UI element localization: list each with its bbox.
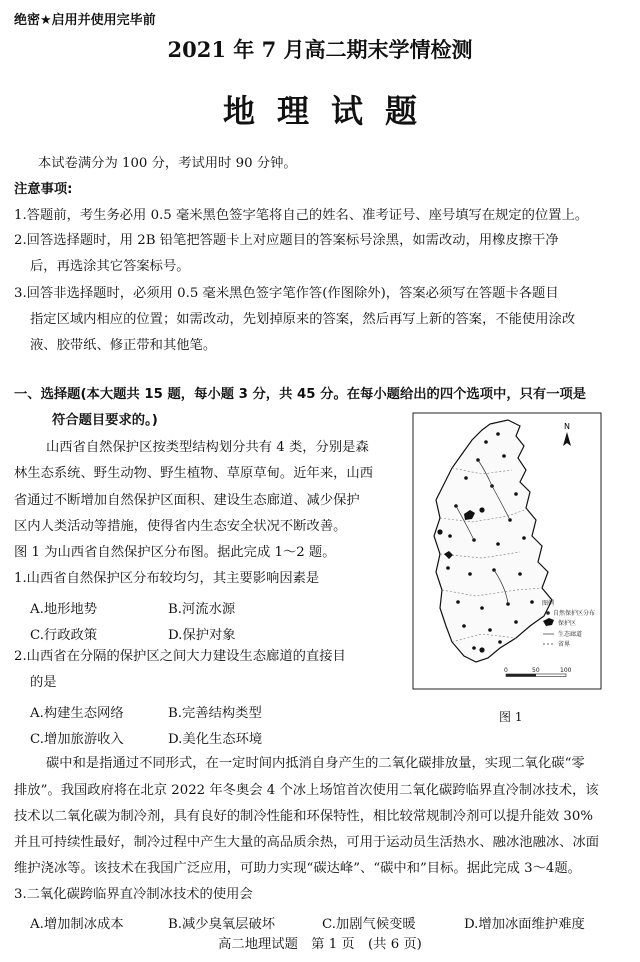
legend-title: 图例	[542, 600, 555, 607]
passage2-line: 碳中和是指通过不同形式，在一定时间内抵消自身产生的二氧化碳排放量，实现二氧化碳“零	[46, 756, 585, 771]
q2-option-b: B.完善结构类型	[168, 706, 262, 721]
question-2-stem-cont: 的是	[30, 675, 57, 690]
page-footer: 高二地理试题 第 1 页 (共 6 页)	[218, 937, 422, 952]
map-legend	[542, 599, 595, 648]
q1-option-b: B.河流水源	[168, 602, 236, 617]
exam-title: 2021 年 7 月高二期末学情检测	[167, 37, 473, 62]
scale-label: 50	[532, 667, 540, 674]
note-item: 指定区域内相应的位置；如需改动，先划掉原来的答案，然后再写上新的答案，不能使用涂改	[30, 312, 576, 327]
legend-item: 自然保护区分布	[553, 610, 596, 617]
q1-option-c: C.行政政策	[30, 628, 98, 643]
note-item: 3.回答非选择题时，必须用 0.5 毫米黑色签字笔作答(作图除外)，答案必须写在答题卡各题目	[14, 286, 559, 301]
q3-option-b: B.减少臭氧层破坏	[168, 917, 276, 932]
q1-option-a: A.地形地势	[30, 602, 98, 617]
question-2-stem: 2.山西省在分隔的保护区之间大力建设生态廊道的直接目	[14, 649, 346, 664]
intro-text: 本试卷满分为 100 分，考试用时 90 分钟。	[38, 156, 297, 171]
note-item: 2.回答选择题时，用 2B 铅笔把答题卡上对应题目的答案标号涂黑，如需改动，用橡皮擦干净	[14, 233, 559, 248]
note-item: 1.答题前，考生务必用 0.5 毫米黑色签字笔将自己的姓名、准考证号、座号填写在规定的位置上。	[14, 208, 589, 223]
shanxi-reserve-map	[412, 412, 602, 690]
figure-caption: 图 1	[499, 710, 523, 724]
confidential-label: 绝密★启用并使用完毕前	[14, 13, 156, 28]
section-heading-cont: 符合题目要求的。)	[52, 413, 158, 428]
q3-option-a: A.增加制冰成本	[30, 917, 124, 932]
passage-line: 图 1 为山西省自然保护区分布图。据此完成 1～2 题。	[14, 545, 336, 560]
section-heading: 一、选择题(本大题共 15 题，每小题 3 分，共 45 分。在每小题给出的四个选项中，只有一项是	[14, 387, 587, 402]
passage-line: 区内人类活动等措施，使得省内生态安全状况不断改善。	[14, 519, 347, 534]
question-1-stem: 1.山西省自然保护区分布较均匀，其主要影响因素是	[14, 571, 320, 586]
q1-option-d: D.保护对象	[168, 628, 236, 643]
note-item: 液、胶带纸、修正带和其他笔。	[30, 338, 217, 353]
passage-line: 林生态系统、野生动物、野生植物、草原草甸。近年来，山西	[14, 466, 374, 481]
q3-option-c: C.加剧气候变暖	[322, 917, 416, 932]
question-3-stem: 3.二氧化碳跨临界直冷制冰技术的使用会	[14, 887, 253, 902]
passage-line: 山西省自然保护区按类型结构划分共有 4 类，分别是森	[46, 440, 369, 455]
q2-option-c: C.增加旅游收入	[30, 732, 124, 747]
scale-label: 0	[504, 667, 508, 674]
notes-heading: 注意事项:	[14, 182, 73, 197]
north-label: N	[564, 422, 570, 431]
q2-option-d: D.美化生态环境	[168, 732, 263, 747]
passage-line: 省通过不断增加自然保护区面积、建设生态廊道、减少保护	[14, 493, 360, 508]
scale-bar	[504, 667, 572, 677]
legend-item: 省界	[558, 641, 571, 648]
scale-label: 100	[560, 667, 572, 674]
q3-option-d: D.增加冰面维护难度	[464, 917, 585, 932]
passage2-line: 技术以二氧化碳为制冷剂，具有良好的制冷性能和环保特性，相比较常规制冷剂可以提升能效 30%	[14, 809, 593, 824]
passage2-line: 维护浇冰等。该技术在我国广泛应用，可助力实现“碳达峰”、“碳中和”目标。据此完成 3～4题。	[14, 861, 581, 876]
passage2-line: 排放”。我国政府将在北京 2022 年冬奥会 4 个冰上场馆首次使用二氧化碳跨临界直冷制冰技术，该	[14, 783, 599, 798]
subject-title: 地理试题	[222, 92, 439, 130]
legend-item: 保护区	[558, 620, 577, 627]
note-item: 后，再选涂其它答案标号。	[30, 259, 190, 274]
north-arrow-icon	[563, 422, 571, 446]
q2-option-a: A.构建生态网络	[30, 706, 124, 721]
province-outline	[434, 420, 555, 662]
legend-item: 生态廊道	[558, 631, 583, 638]
passage2-line: 并且可持续性最好，制冷过程中产生大量的高品质余热，可用于运动员生活热水、融冰池融冰、冰面	[14, 835, 600, 850]
